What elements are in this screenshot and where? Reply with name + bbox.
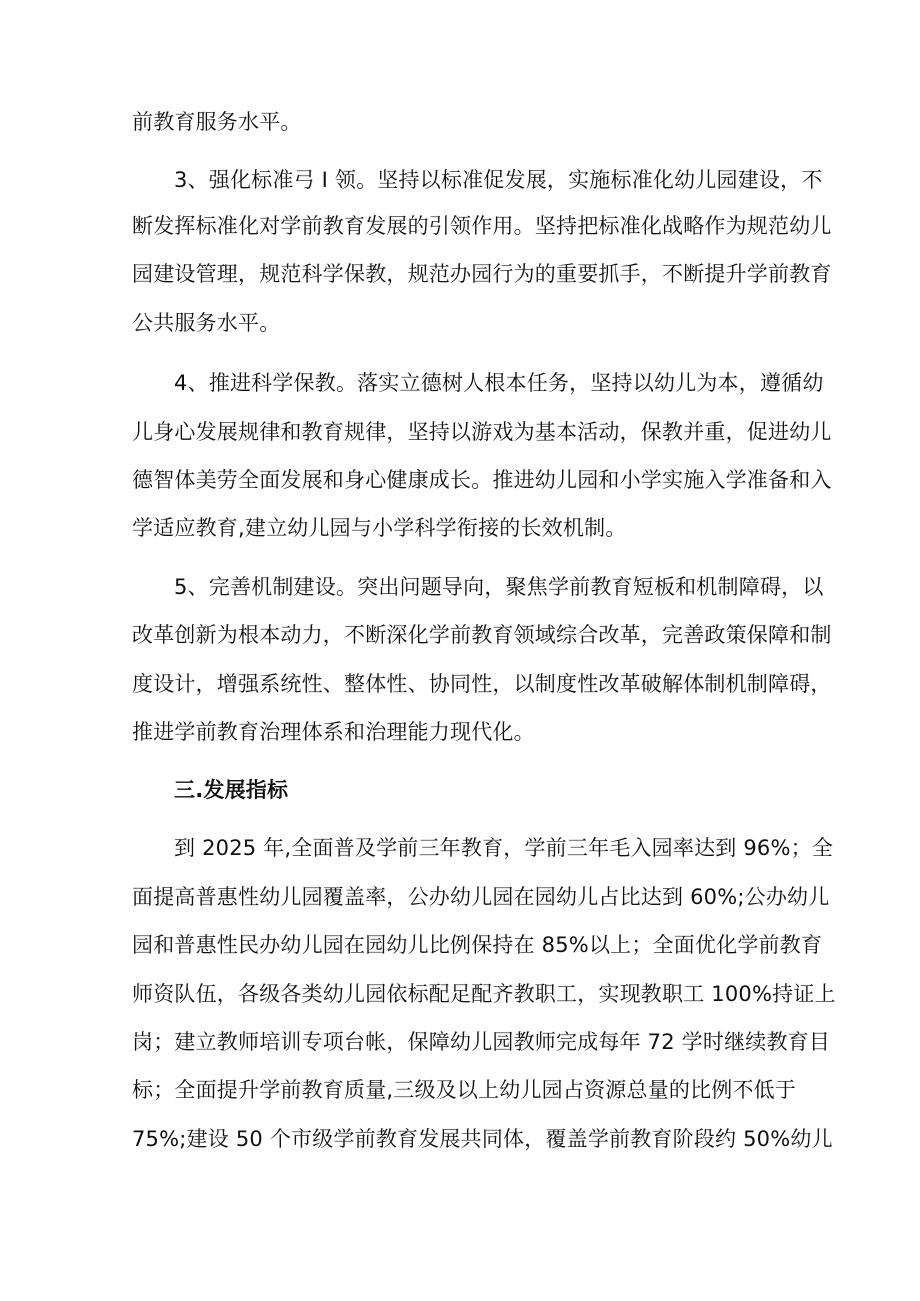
- text-line: 75%;建设 50 个市级学前教育发展共同体，覆盖学前教育阶段约 50%幼儿: [132, 1127, 833, 1151]
- text-line: 标；全面提升学前教育质量,三级及以上幼儿园占资源总量的比例不低于: [132, 1078, 797, 1102]
- text-line: 岗；建立教师培训专项台帐，保障幼儿园教师完成每年 72 学时继续教育目: [132, 1030, 831, 1054]
- text-line: 改革创新为根本动力，不断深化学前教育领域综合改革，完善政策保障和制: [132, 623, 832, 647]
- text-line: 推进学前教育治理体系和治理能力现代化。: [132, 720, 535, 744]
- text-line: 前教育服务水平。: [132, 110, 302, 134]
- section-heading: 三.发展指标: [174, 778, 289, 802]
- text-line: 儿身心发展规律和教育规律，坚持以游戏为基本活动，保教并重，促进幼儿: [132, 420, 832, 444]
- text-line: 5、完善机制建设。突出问题导向，聚焦学前教育短板和机制障碍，以: [174, 575, 824, 599]
- text-line: 度设计，增强系统性、整体性、协同性，以制度性改革破解体制机制障碍，: [132, 672, 832, 696]
- text-line: 到 2025 年,全面普及学前三年教育，学前三年毛入园率达到 96%；全: [174, 836, 834, 860]
- text-line: 公共服务水平。: [132, 311, 281, 335]
- text-line: 园和普惠性民办幼儿园在园幼儿比例保持在 85%以上；全面优化学前教育: [132, 933, 823, 957]
- text-line: 德智体美劳全面发展和身心健康成长。推进幼儿园和小学实施入学准备和入: [132, 468, 832, 492]
- text-line: 4、推进科学保教。落实立德树人根本任务，坚持以幼儿为本，遵循幼: [174, 371, 824, 395]
- text-line: 学适应教育,建立幼儿园与小学科学衔接的长效机制。: [132, 516, 627, 540]
- text-line: 断发挥标准化对学前教育发展的引领作用。坚持把标准化战略作为规范幼儿: [132, 214, 832, 238]
- text-line: 师资队伍，各级各类幼儿园依标配足配齐教职工，实现教职工 100%持证上: [132, 982, 836, 1006]
- text-line: 园建设管理，规范科学保教，规范办园行为的重要抓手，不断提升学前教育: [132, 262, 832, 286]
- text-line: 面提高普惠性幼儿园覆盖率，公办幼儿园在园幼儿占比达到 60%;公办幼儿: [132, 885, 830, 909]
- text-line: 3、强化标准弓 I 领。坚持以标准促发展，实施标准化幼儿园建设，不: [174, 168, 823, 192]
